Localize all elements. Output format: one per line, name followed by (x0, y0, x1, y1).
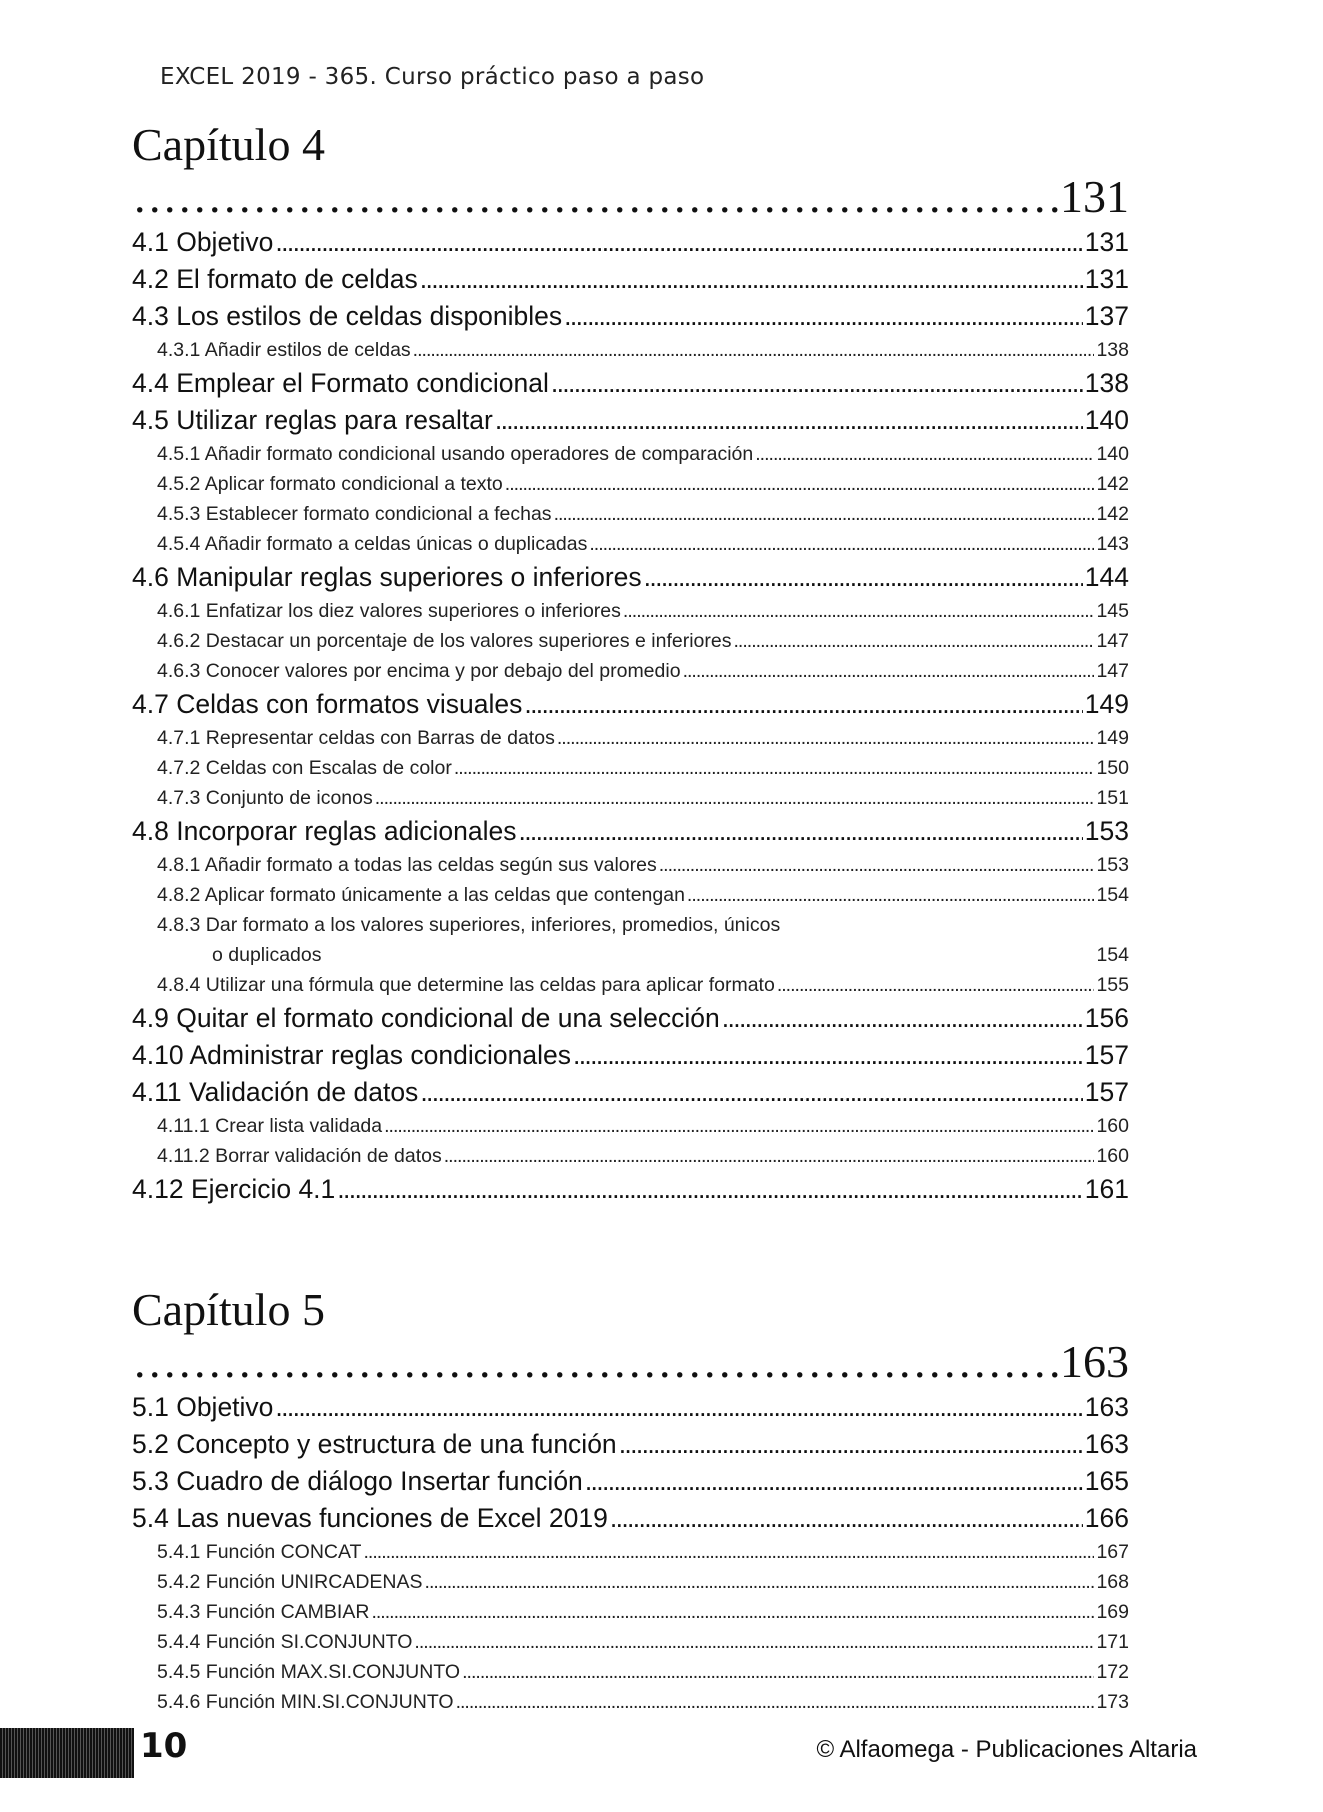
dot-leader (722, 1000, 1083, 1037)
toc-section (132, 224, 1129, 261)
dot-leader (425, 1567, 1095, 1597)
toc-entry-text: 4.6.2 Destacar un porcentaje de los valores superiores e inferiores (157, 630, 732, 652)
toc-entry-text: 5.2 Concepto y estructura de una función (132, 1429, 617, 1459)
toc-entry-page: 151 (1096, 787, 1129, 809)
toc-entry-page: 173 (1096, 1691, 1129, 1713)
toc-entry-text: 4.9 Quitar el formato condicional de una selección (132, 1003, 720, 1033)
chapter-title (132, 170, 1129, 224)
dot-leader (551, 365, 1083, 402)
dot-leader (375, 783, 1095, 813)
dot-leader (454, 753, 1095, 783)
toc-subsection (132, 970, 1129, 1000)
toc-section (132, 1171, 1129, 1208)
toc-entry-text: 4.6.1 Enfatizar los diez valores superiores o inferiores (157, 600, 621, 622)
toc-entry-text: 4.11.1 Crear lista validada (157, 1115, 383, 1137)
toc-subsection (132, 529, 1129, 559)
toc-entry-page: 160 (1096, 1145, 1129, 1167)
toc-entry-page: 154 (1096, 884, 1129, 906)
dot-leader (573, 1037, 1083, 1074)
toc-entry-text: 5.4 Las nuevas funciones de Excel 2019 (132, 1503, 608, 1533)
toc-entry-page: 144 (1084, 562, 1129, 592)
dot-leader (275, 224, 1082, 261)
toc-subsection (132, 1141, 1129, 1171)
dot-leader (413, 335, 1095, 365)
dot-leader (683, 656, 1095, 686)
dot-leader (589, 529, 1094, 559)
dot-leader (518, 813, 1082, 850)
toc-entry-text: 5.4.1 Función CONCAT (157, 1541, 362, 1563)
toc-entry-page: 165 (1084, 1466, 1129, 1496)
toc-entry-page: 140 (1096, 443, 1129, 465)
toc-entry-page: 143 (1096, 533, 1129, 555)
toc-entry-page: 149 (1084, 689, 1129, 719)
toc-entry-page: 137 (1084, 301, 1129, 331)
toc-entry-text: 4.8.1 Añadir formato a todas las celdas según sus valores (157, 854, 657, 876)
toc-subsection (132, 783, 1129, 813)
dot-leader (337, 1171, 1083, 1208)
toc-entry-page: 138 (1096, 339, 1129, 361)
dot-leader (414, 1627, 1094, 1657)
toc-section (132, 365, 1129, 402)
chapter-label: Capítulo 5 (132, 1284, 325, 1335)
toc-entry-text: 4.2 El formato de celdas (132, 264, 418, 294)
toc-entry-text-continued: o duplicados (212, 944, 322, 966)
page-number: 10 (140, 1726, 188, 1766)
toc-subsection (132, 1627, 1129, 1657)
toc-entry-page: 142 (1096, 473, 1129, 495)
toc-subsection (132, 1567, 1129, 1597)
toc-entry-text: 5.3 Cuadro de diálogo Insertar función (132, 1466, 583, 1496)
toc-entry-page: 166 (1084, 1503, 1129, 1533)
toc-subsection (132, 880, 1129, 910)
dot-leader (619, 1426, 1083, 1463)
toc-entry-page: 138 (1084, 368, 1129, 398)
toc-entry-text: 4.3.1 Añadir estilos de celdas (157, 339, 411, 361)
toc-entry-text: 4.3 Los estilos de celdas disponibles (132, 301, 563, 331)
dot-leader (384, 1111, 1094, 1141)
toc-entry-text: 4.7.3 Conjunto de iconos (157, 787, 373, 809)
footer-decorative-bar (0, 1728, 134, 1778)
toc-entry-page: 155 (1096, 974, 1129, 996)
toc-entry-page: 131 (1060, 171, 1129, 222)
toc-entry-text: 4.7.1 Representar celdas con Barras de datos (157, 727, 555, 749)
toc-section (132, 1000, 1129, 1037)
dot-leader (755, 439, 1094, 469)
toc-entry-text: 4.5.2 Aplicar formato condicional a texto (157, 473, 503, 495)
dot-leader (644, 559, 1083, 596)
toc-subsection (132, 335, 1129, 365)
dot-leader (554, 499, 1095, 529)
toc-entry-page: 168 (1096, 1571, 1129, 1593)
dot-leader (456, 1687, 1095, 1717)
toc-subsection (132, 1537, 1129, 1567)
toc-entry-text: 5.4.5 Función MAX.SI.CONJUNTO (157, 1661, 461, 1683)
toc-section (132, 402, 1129, 439)
toc-entry-text: 5.4.4 Función SI.CONJUNTO (157, 1631, 413, 1653)
dot-leader (564, 298, 1083, 335)
toc-section (132, 1463, 1129, 1500)
toc-entry-text: 5.4.3 Función CAMBIAR (157, 1601, 370, 1623)
toc-entry-text: 4.5 Utilizar reglas para resaltar (132, 405, 493, 435)
dot-leader (557, 723, 1095, 753)
toc-entry-text: 4.6 Manipular reglas superiores o inferiores (132, 562, 642, 592)
dot-leader (659, 850, 1095, 880)
toc-section (132, 559, 1129, 596)
dot-leader (495, 402, 1083, 439)
dot-leader (524, 686, 1082, 723)
toc-subsection (132, 439, 1129, 469)
toc-entry-page: 140 (1084, 405, 1129, 435)
toc-subsection (132, 1657, 1129, 1687)
toc-subsection (132, 753, 1129, 783)
toc-subsection (132, 1597, 1129, 1627)
dot-leader (505, 469, 1095, 499)
toc-entry-page: 161 (1084, 1174, 1129, 1204)
toc-entry-page: 153 (1084, 816, 1129, 846)
toc-entry-page: 150 (1096, 757, 1129, 779)
toc-section (132, 686, 1129, 723)
toc-entry-page: 156 (1084, 1003, 1129, 1033)
dot-leader (444, 1141, 1095, 1171)
toc-entry-page: 163 (1084, 1429, 1129, 1459)
toc-entry-page: 147 (1096, 630, 1129, 652)
toc-entry-page: 145 (1096, 600, 1129, 622)
toc-section (132, 1037, 1129, 1074)
toc-entry-page: 157 (1084, 1040, 1129, 1070)
toc-entry-text: 4.7 Celdas con formatos visuales (132, 689, 523, 719)
toc-subsection (132, 1687, 1129, 1717)
toc-subsection (132, 723, 1129, 753)
toc-section (132, 298, 1129, 335)
chapter-label: Capítulo 4 (132, 119, 325, 170)
dot-leader (623, 596, 1095, 626)
toc-entry-page: 163 (1060, 1336, 1129, 1387)
toc-subsection (132, 596, 1129, 626)
chapter-5-toc (132, 1285, 1129, 1717)
toc-entry-text: 4.8 Incorporar reglas adicionales (132, 816, 517, 846)
toc-entry-page: 169 (1096, 1601, 1129, 1623)
toc-subsection (132, 469, 1129, 499)
running-header: EXCEL 2019 - 365. Curso práctico paso a paso (160, 64, 705, 90)
toc-entry-text: 5.4.2 Función UNIRCADENAS (157, 1571, 423, 1593)
toc-subsection (132, 850, 1129, 880)
toc-subsection (132, 910, 1129, 970)
dot-leader (610, 1500, 1083, 1537)
dot-leader (134, 170, 1058, 224)
toc-entry-page: 147 (1096, 660, 1129, 682)
toc-entry-page: 160 (1096, 1115, 1129, 1137)
toc-subsection (132, 1111, 1129, 1141)
toc-entry-page: 163 (1084, 1392, 1129, 1422)
toc-entry-text: 4.5.3 Establecer formato condicional a fechas (157, 503, 552, 525)
toc-subsection (132, 499, 1129, 529)
toc-entry-page: 153 (1096, 854, 1129, 876)
toc-entry-page: 149 (1096, 727, 1129, 749)
toc-entry-page: 171 (1096, 1631, 1129, 1653)
dot-leader (363, 1537, 1094, 1567)
toc-entry-text: 4.5.1 Añadir formato condicional usando operadores de comparación (157, 443, 754, 465)
dot-leader (733, 626, 1094, 656)
toc-entry-text: 4.11.2 Borrar validación de datos (157, 1145, 442, 1167)
toc-section (132, 1500, 1129, 1537)
toc-entry-text: 4.8.2 Aplicar formato únicamente a las celdas que contengan (157, 884, 685, 906)
toc-entry-text: 4.1 Objetivo (132, 227, 274, 257)
toc-entry-text: 4.5.4 Añadir formato a celdas únicas o duplicadas (157, 533, 588, 555)
toc-entry-page: 154 (1096, 944, 1129, 966)
toc-entry-continuation (157, 940, 1129, 970)
toc-section (132, 1426, 1129, 1463)
toc-entry-text: 4.10 Administrar reglas condicionales (132, 1040, 571, 1070)
toc-entry-text: 4.11 Validación de datos (132, 1077, 419, 1107)
dot-leader (134, 1335, 1058, 1389)
dot-leader (777, 970, 1095, 1000)
toc-entry-page: 142 (1096, 503, 1129, 525)
dot-leader (462, 1657, 1094, 1687)
toc-entry-text: 4.8.4 Utilizar una fórmula que determine las celdas para aplicar formato (157, 974, 775, 996)
toc-entry-page: 131 (1084, 264, 1129, 294)
toc-entry-text: 5.1 Objetivo (132, 1392, 274, 1422)
toc-entry-text: 4.4 Emplear el Formato condicional (132, 368, 549, 398)
toc-entry-page: 131 (1084, 227, 1129, 257)
toc-section (132, 261, 1129, 298)
dot-leader (687, 880, 1095, 910)
dot-leader (585, 1463, 1083, 1500)
toc-entry-page: 157 (1084, 1077, 1129, 1107)
toc-entry-text: 5.4.6 Función MIN.SI.CONJUNTO (157, 1691, 454, 1713)
toc-subsection (132, 656, 1129, 686)
dot-leader (420, 1074, 1082, 1111)
toc-subsection (132, 626, 1129, 656)
publisher-credit: © Alfaomega - Publicaciones Altaria (816, 1736, 1197, 1763)
toc-section (132, 1389, 1129, 1426)
toc-entry-page: 167 (1096, 1541, 1129, 1563)
toc-entry-text: 4.12 Ejercicio 4.1 (132, 1174, 336, 1204)
toc-entry-text: 4.6.3 Conocer valores por encima y por debajo del promedio (157, 660, 681, 682)
toc-section (132, 1074, 1129, 1111)
toc-entry-page: 172 (1096, 1661, 1129, 1683)
toc-entry-text: 4.7.2 Celdas con Escalas de color (157, 757, 452, 779)
dot-leader (420, 261, 1083, 298)
dot-leader (371, 1597, 1094, 1627)
chapter-title (132, 1335, 1129, 1389)
toc-section (132, 813, 1129, 850)
dot-leader (275, 1389, 1082, 1426)
chapter-4-toc (132, 120, 1129, 1208)
toc-entry-text: 4.8.3 Dar formato a los valores superiores, inferiores, promedios, únicos (157, 914, 781, 936)
